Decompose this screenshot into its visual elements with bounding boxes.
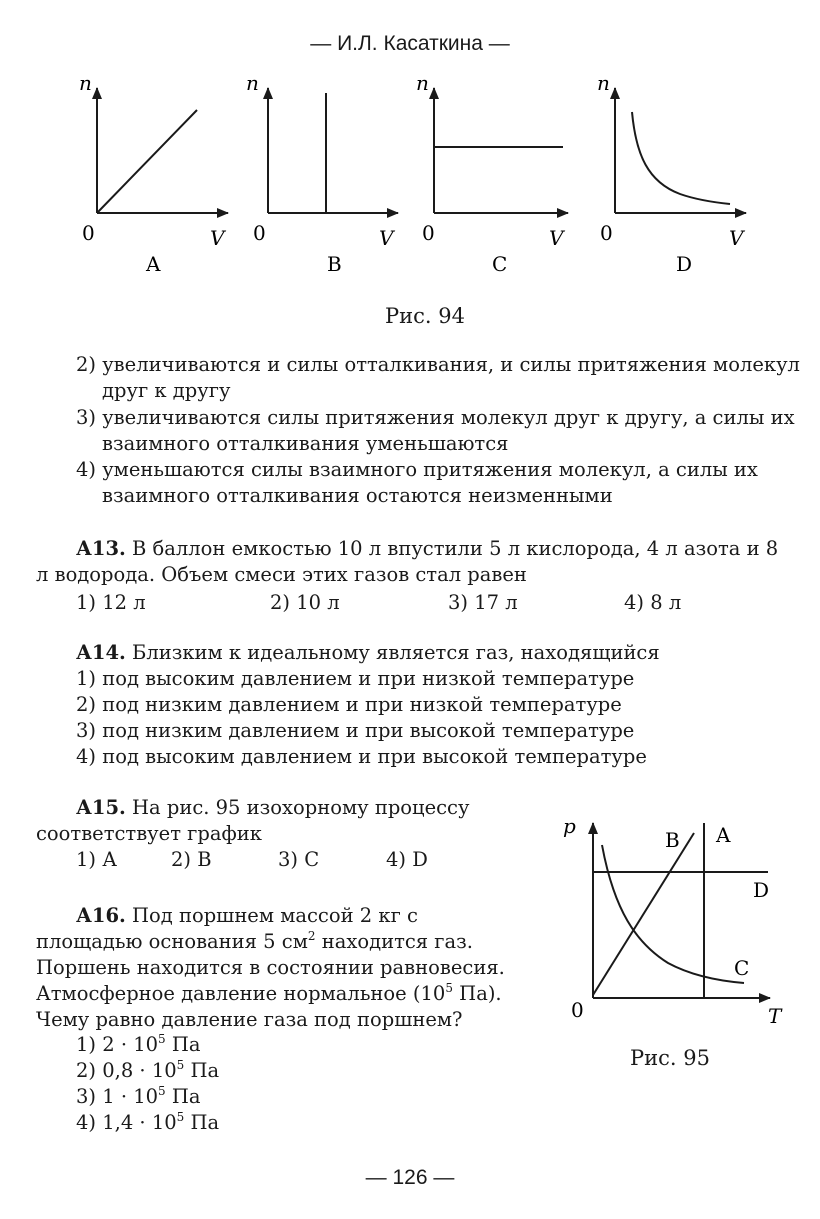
figure-94: [70, 70, 760, 285]
a15-option-3: 3) С: [278, 848, 320, 871]
running-header: — И.Л. Касаткина —: [310, 32, 510, 55]
question-a16-text-c: Па). Чему равно давление газа под поршнем?: [36, 982, 502, 1031]
question-a13: [36, 536, 788, 588]
a16-option-2-sup: 5: [176, 1058, 185, 1072]
a16-option-2-pre: 2) 0,8 · 10: [76, 1059, 177, 1082]
a16-option-1-sup: 5: [158, 1032, 166, 1046]
question-a16-number: А16.: [76, 904, 126, 927]
prev-option-3: 3) увеличиваются силы притяжения молекул друг к другу, а силы их взаимного отталкивания уменьшаются: [76, 406, 795, 455]
a16-option-1: [76, 1032, 201, 1058]
question-a15-text: На рис. 95 изохорному процессу соответствует график: [36, 796, 470, 845]
question-a16-sup-1: 2: [307, 929, 316, 943]
y-axis-label-d: n: [597, 71, 610, 95]
a16-option-2-post: Па: [184, 1059, 220, 1082]
figure-95: [550, 805, 790, 1030]
label-95-b: B: [665, 828, 680, 852]
figure-94-caption: Рис. 94: [385, 304, 465, 328]
prev-option-4: 4) уменьшаются силы взаимного притяжения молекул, а силы их взаимного отталкивания остаются неизменными: [76, 458, 758, 507]
question-a16-sup-2: 5: [445, 981, 453, 995]
page-number: — 126 —: [365, 1166, 455, 1189]
label-95-a: A: [716, 823, 731, 847]
graph-d: [615, 88, 746, 213]
a14-option-3: 3) под низким давлением и при высокой температуре: [76, 719, 635, 742]
y-axis-label-b: n: [246, 71, 259, 95]
y-axis-label-c: n: [416, 71, 429, 95]
a16-option-2: [76, 1058, 219, 1084]
question-a14-number: А14.: [76, 641, 126, 664]
origin-label-c: 0: [422, 221, 435, 245]
a16-option-1-pre: 1) 2 · 10: [76, 1033, 159, 1056]
x-axis-label-b: V: [379, 226, 394, 250]
graph-label-b: B: [327, 252, 342, 276]
a14-option-4: 4) под высоким давлением и при высокой температуре: [76, 745, 647, 768]
figure-95-caption: Рис. 95: [630, 1046, 710, 1070]
graph-label-c: C: [492, 252, 508, 276]
a15-option-2: 2) В: [171, 848, 212, 871]
a16-option-4: [76, 1110, 219, 1136]
a16-option-3-sup: 5: [158, 1084, 166, 1098]
question-a13-text: В баллон емкостью 10 л впустили 5 л кислорода, 4 л азота и 8 л водорода. Объем смеси этих газов стал равен: [36, 537, 779, 586]
graph-a: [97, 88, 228, 213]
a16-option-1-post: Па: [165, 1033, 201, 1056]
graph-label-d: D: [676, 252, 693, 276]
a14-option-1: 1) под высоким давлением и при низкой температуре: [76, 667, 635, 690]
a16-option-3-post: Па: [165, 1085, 201, 1108]
graph-d-curve: [632, 112, 730, 204]
origin-label-d: 0: [600, 221, 613, 245]
a15-option-1: 1) А: [76, 848, 117, 871]
p-axis-label: p: [563, 814, 576, 838]
a15-option-4: 4) D: [386, 848, 428, 871]
prev-option-2: 2) увеличиваются и силы отталкивания, и силы притяжения молекул друг к другу: [76, 353, 800, 402]
question-a16-text-a: Под поршнем массой 2 кг с площадью основания 5 см: [36, 904, 418, 953]
a13-option-2: 2) 10 л: [270, 591, 340, 614]
question-a14-text: Близким к идеальному является газ, находящийся: [132, 641, 660, 664]
origin-label-b: 0: [253, 221, 266, 245]
graph-label-a: A: [146, 252, 161, 276]
a13-option-3: 3) 17 л: [448, 591, 518, 614]
a16-option-4-sup: 5: [176, 1110, 185, 1124]
question-a13-number: А13.: [76, 537, 126, 560]
question-a16: [36, 903, 522, 1033]
origin-label-95: 0: [571, 998, 584, 1022]
question-a16-text-b: находится газ. Поршень находится в состоянии равновесия. Атмосферное давление нормальное (10: [36, 930, 505, 1005]
graph-c: [434, 88, 568, 213]
t-axis-label: T: [768, 1004, 782, 1028]
a16-option-4-pre: 4) 1,4 · 10: [76, 1111, 177, 1134]
a13-option-1: 1) 12 л: [76, 591, 146, 614]
a16-option-4-post: Па: [184, 1111, 220, 1134]
x-axis-label-c: V: [549, 226, 564, 250]
graph-a-line: [97, 110, 197, 213]
y-axis-label-a: n: [79, 71, 92, 95]
a13-option-4: 4) 8 л: [624, 591, 682, 614]
graph-b: [268, 88, 398, 213]
question-a15: [36, 795, 526, 847]
x-axis-label-a: V: [210, 226, 225, 250]
x-axis-label-d: V: [729, 226, 744, 250]
label-95-c: C: [734, 956, 750, 980]
graph-95-b: [593, 833, 694, 995]
origin-label-a: 0: [82, 221, 95, 245]
a16-option-3-pre: 3) 1 · 10: [76, 1085, 159, 1108]
question-a15-number: А15.: [76, 796, 126, 819]
a14-option-2: 2) под низким давлением и при низкой температуре: [76, 693, 622, 716]
question-a14: [76, 640, 788, 666]
label-95-d: D: [753, 878, 770, 902]
a16-option-3: [76, 1084, 201, 1110]
